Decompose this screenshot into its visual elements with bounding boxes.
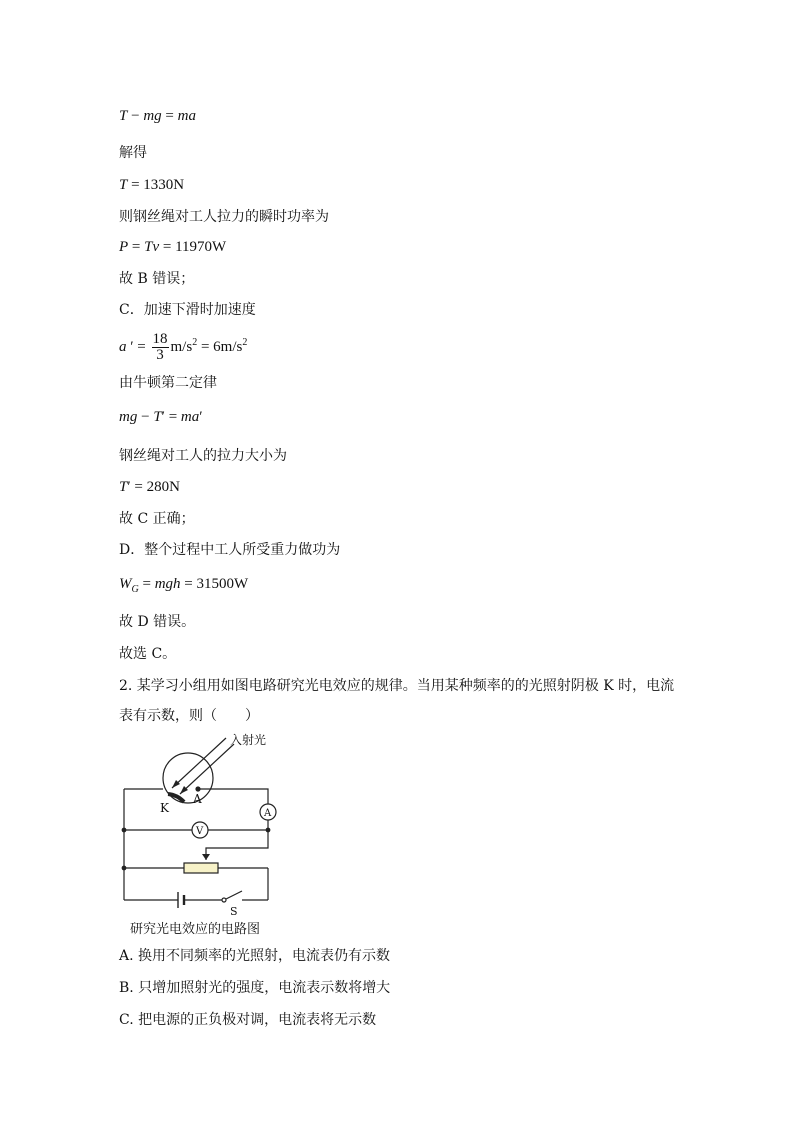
fraction-denominator: 3 (156, 347, 164, 364)
text-power-intro: 则钢丝绳对工人拉力的瞬时功率为 (119, 209, 329, 225)
incident-light-label: 入射光 (230, 733, 267, 747)
diagram-caption: 研究光电效应的电路图 (130, 922, 261, 937)
text-c-right: 故 C 正确； (119, 511, 195, 527)
photoelectric-circuit-diagram (110, 728, 290, 918)
equation-work: $W_G$ = mgh = 31500W (119, 576, 249, 595)
ammeter-label: A (264, 808, 272, 819)
equation-acceleration: a ′ = $\frac{18}{3}$ $m/s^2 = 6m/s^2$ (119, 331, 248, 364)
equation-t-value: T = 1330N (119, 177, 185, 193)
switch-label: S (230, 905, 238, 918)
equation-t-minus-mg: T − mg = ma (119, 108, 196, 124)
choice-a: A. 换用不同频率的光照射，电流表仍有示数 (119, 948, 391, 964)
equation-t-prime: T′ = 280N (119, 479, 180, 495)
text-jiede: 解得 (119, 145, 147, 161)
cathode-label: K (160, 801, 169, 815)
fraction-numerator: 18 (152, 331, 168, 348)
cathode-k (168, 794, 184, 802)
question-line-1: 2. 某学习小组用如图电路研究光电效应的规律。当用某种频率的的光照射阴极 K 时，电流 (119, 678, 675, 694)
text-d-intro: D．整个过程中工人所受重力做功为 (119, 542, 341, 558)
voltmeter-label: V (196, 826, 204, 837)
choice-b: B. 只增加照射光的强度，电流表示数将增大 (119, 980, 391, 996)
anode-label: A (193, 792, 202, 806)
incident-ray-1 (172, 738, 226, 788)
anode-a (195, 786, 200, 791)
switch-s (226, 891, 242, 899)
rheostat-slider (202, 854, 210, 860)
equation-power: P = Tv = 11970W (119, 239, 227, 255)
incident-ray-2 (180, 744, 234, 794)
text-d-wrong: 故 D 错误。 (119, 614, 196, 630)
text-choose: 故选 C。 (119, 646, 177, 662)
question-line-2: 表有示数，则（ ） (119, 708, 259, 724)
text-c-intro: C．加速下滑时加速度 (119, 302, 256, 318)
choice-c: C. 把电源的正负极对调，电流表将无示数 (119, 1012, 377, 1028)
text-newton: 由牛顿第二定律 (119, 375, 217, 391)
rheostat (184, 863, 218, 873)
equation-newton: mg − T′ = ma′ (119, 409, 203, 425)
text-pull-intro: 钢丝绳对工人的拉力大小为 (119, 448, 287, 464)
text-b-wrong: 故 B 错误； (119, 271, 195, 287)
